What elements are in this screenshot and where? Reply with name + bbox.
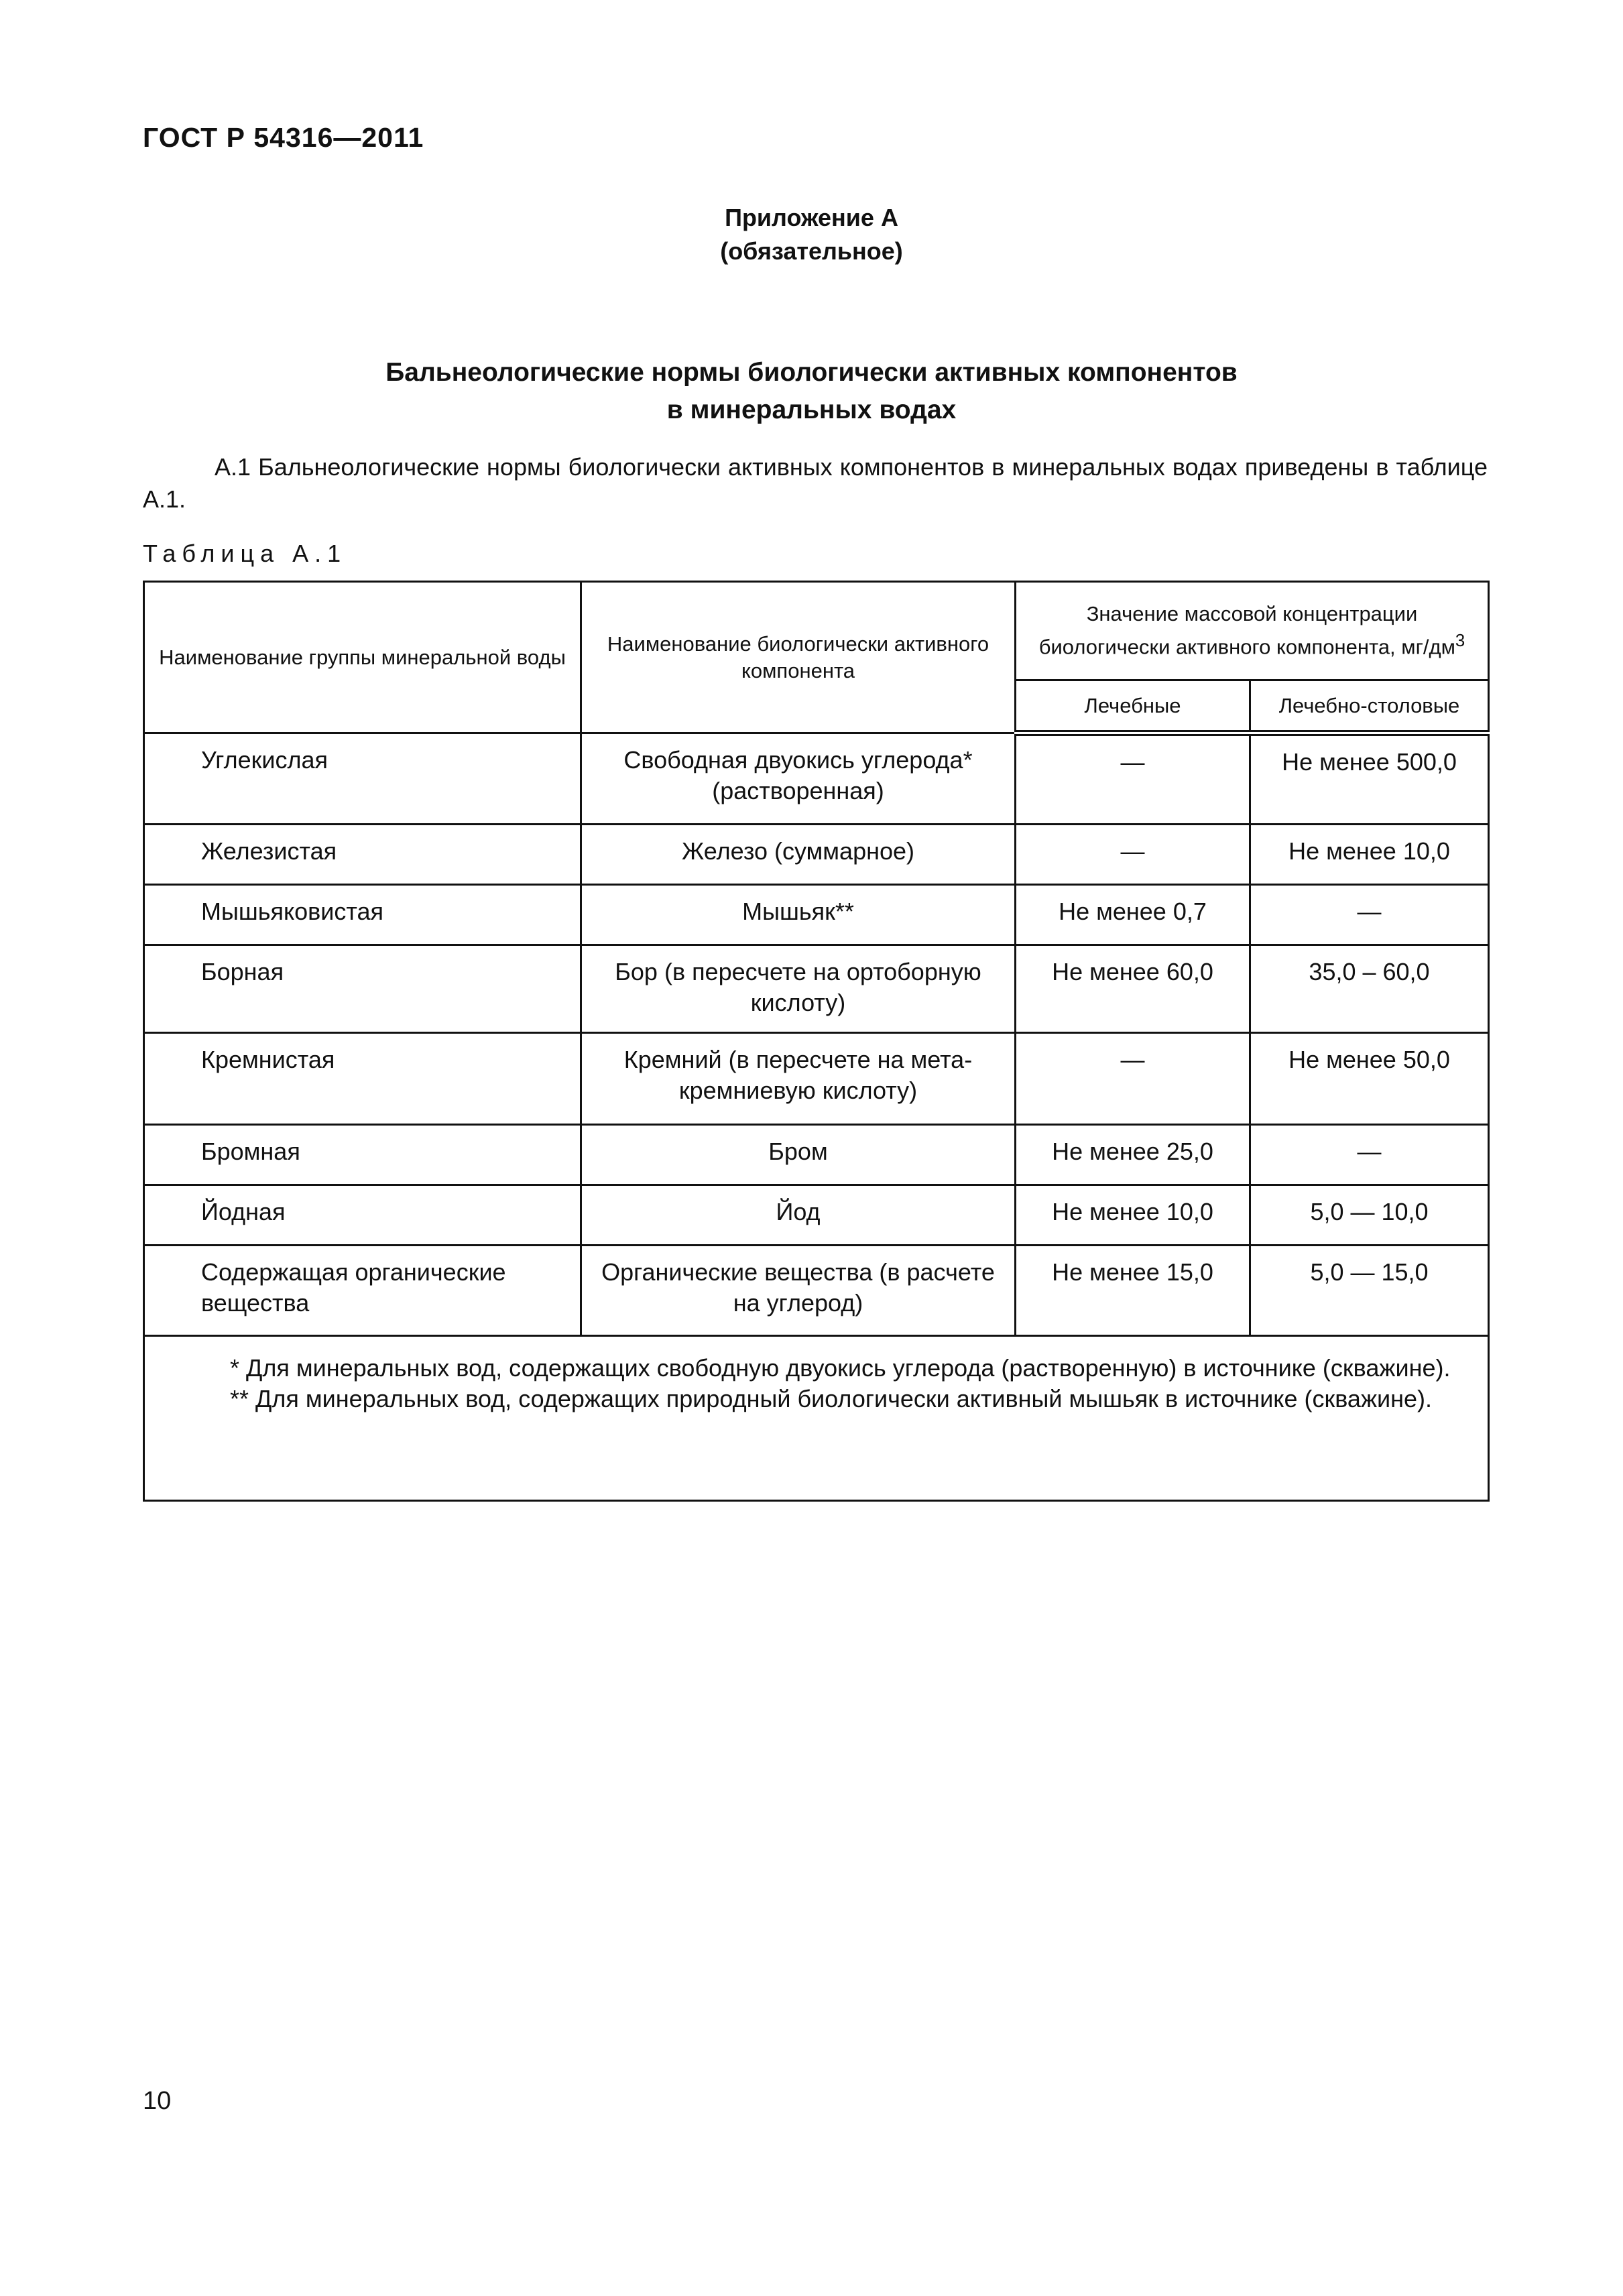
cell-table-water: — [1250, 885, 1489, 945]
intro-paragraph: А.1 Бальнеологические нормы биологически активных компонентов в минеральных водах приведены в таблице А.1. [143, 453, 1488, 513]
footnote-1: * Для минеральных вод, содержащих свободную двуокись углерода (растворенную) в источнике (скважине). [230, 1354, 1451, 1382]
cell-table-water: 5,0 — 15,0 [1250, 1246, 1489, 1336]
cell-component: Свободная двуокись углерода* (растворенная) [581, 733, 1016, 825]
footnote-2: ** Для минеральных вод, содержащих природный биологически активный мышьяк в источнике (скважине). [230, 1385, 1433, 1412]
table-row [144, 945, 1489, 1033]
cell-table-water: Не менее 500,0 [1250, 733, 1489, 825]
table-row [144, 825, 1489, 885]
title-line-2: в минеральных водах [666, 396, 957, 424]
header-therapeutic: Лечебные [1016, 680, 1250, 733]
cell-component: Железо (суммарное) [581, 825, 1016, 885]
header-concentration-text: Значение массовой концентрации биологически активного компонента, мг/дм [1038, 602, 1455, 659]
cell-component: Бром [581, 1125, 1016, 1185]
cell-group: Мышьяковистая [144, 885, 581, 945]
header-row-1 [144, 582, 1489, 680]
appendix-status: (обязательное) [720, 237, 903, 265]
cell-group: Йодная [144, 1185, 581, 1246]
table-caption: Таблица А.1 [143, 540, 347, 567]
cell-therapeutic: Не менее 25,0 [1016, 1125, 1250, 1185]
page-number: 10 [143, 2087, 172, 2115]
cell-table-water: 35,0 – 60,0 [1250, 945, 1489, 1033]
table-row [144, 885, 1489, 945]
cell-group: Углекислая [144, 733, 581, 825]
cell-table-water: — [1250, 1125, 1489, 1185]
cell-therapeutic: Не менее 15,0 [1016, 1246, 1250, 1336]
appendix-heading [0, 201, 1623, 268]
appendix-label: Приложение А [725, 204, 898, 231]
cell-component: Органические вещества (в расчете на углерод) [581, 1246, 1016, 1336]
document-title [0, 354, 1623, 429]
footnotes-cell [144, 1336, 1489, 1501]
footnotes-row [144, 1336, 1489, 1501]
header-table-water: Лечебно-столовые [1250, 680, 1489, 733]
table-row [144, 1246, 1489, 1336]
cell-group: Бромная [144, 1125, 581, 1185]
cell-therapeutic: Не менее 0,7 [1016, 885, 1250, 945]
header-concentration [1016, 582, 1489, 680]
header-component: Наименование биологически активного компонента [581, 582, 1016, 733]
cell-table-water: 5,0 — 10,0 [1250, 1185, 1489, 1246]
cell-component: Мышьяк** [581, 885, 1016, 945]
header-group: Наименование группы минеральной воды [144, 582, 581, 733]
cell-table-water: Не менее 10,0 [1250, 825, 1489, 885]
cell-group: Содержащая органические вещества [144, 1246, 581, 1336]
cell-group: Кремнистая [144, 1033, 581, 1125]
cell-group: Борная [144, 945, 581, 1033]
cell-therapeutic: — [1016, 1033, 1250, 1125]
table-row [144, 733, 1489, 825]
cell-therapeutic: — [1016, 733, 1250, 825]
cell-therapeutic: Не менее 60,0 [1016, 945, 1250, 1033]
cell-table-water: Не менее 50,0 [1250, 1033, 1489, 1125]
cell-component: Кремний (в пересчете на мета-кремниевую кислоту) [581, 1033, 1016, 1125]
standard-code: ГОСТ Р 54316—2011 [143, 122, 424, 153]
cell-component: Йод [581, 1185, 1016, 1246]
cell-component: Бор (в пересчете на ортоборную кислоту) [581, 945, 1016, 1033]
cell-therapeutic: — [1016, 825, 1250, 885]
norms-table [143, 581, 1490, 1502]
header-concentration-sup: 3 [1455, 631, 1465, 651]
table-row [144, 1125, 1489, 1185]
cell-group: Железистая [144, 825, 581, 885]
table-row [144, 1185, 1489, 1246]
table-row [144, 1033, 1489, 1125]
cell-therapeutic: Не менее 10,0 [1016, 1185, 1250, 1246]
title-line-1: Бальнеологические нормы биологически активных компонентов [385, 358, 1238, 387]
